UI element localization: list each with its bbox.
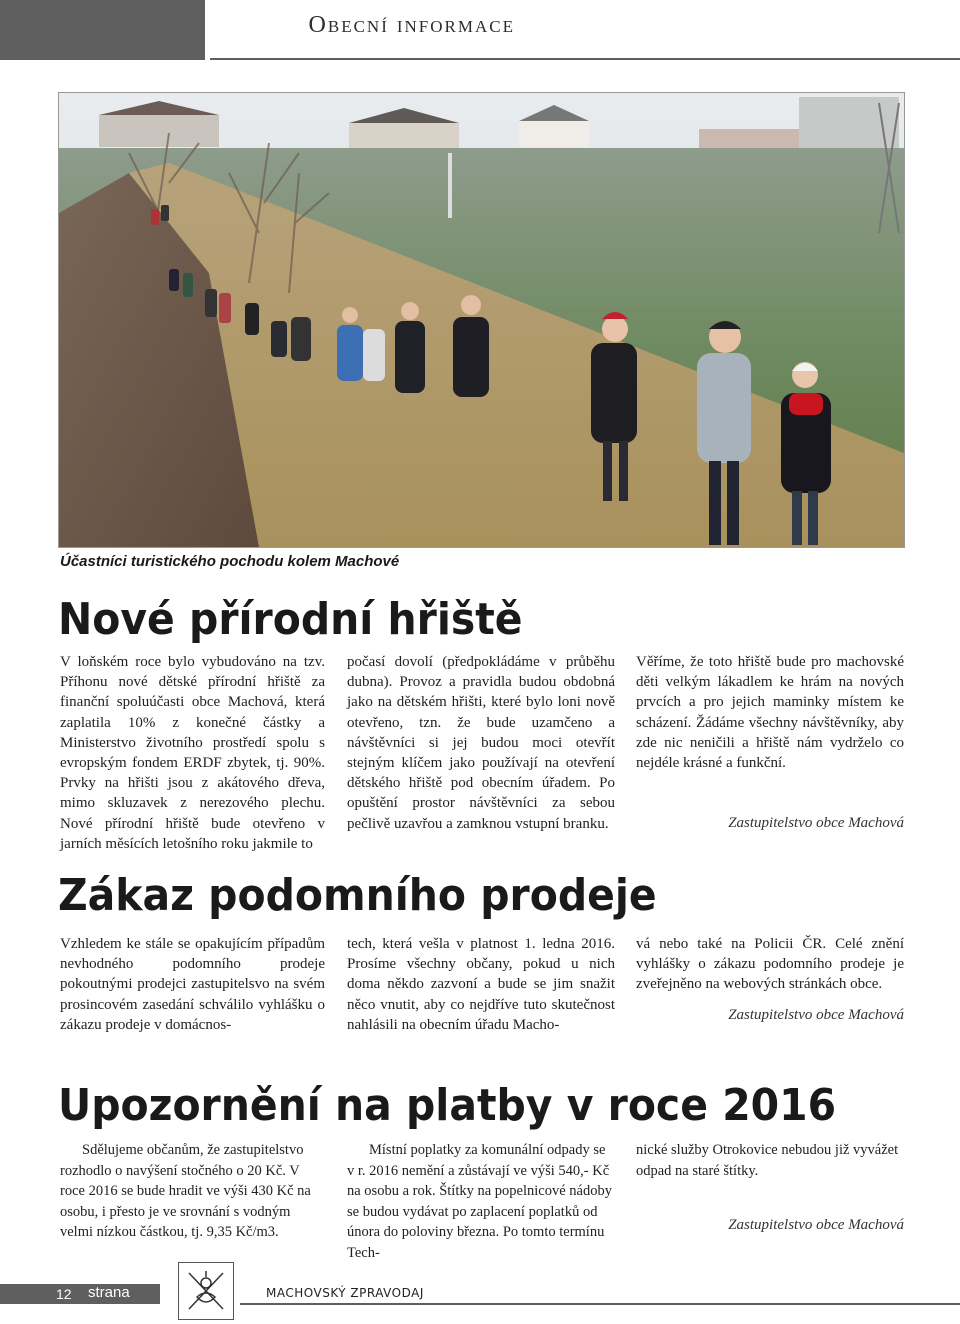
page-word: strana [88, 1284, 130, 1301]
article2-col1: Vzhledem ke stále se opakujícím případům nevhodného podomního prodeje pokoutnými prodejci zastupitelsvo na svém prosincovém zasedání schválilo vyhlášku o zákazu prodeje v domácnos- [60, 936, 325, 1033]
headline-new-playground: Nové přírodní hřiště [58, 594, 523, 645]
article3-signature: Zastupitelstvo obce Machová [728, 1217, 904, 1233]
village-emblem-icon [178, 1262, 234, 1320]
headline-door-to-door-ban: Zákaz podomního prodeje [58, 870, 657, 921]
article2-col3: vá nebo také na Policii ČR. Celé znění vyhlášky o zákazu podomního prodeje je zveřejněno na webových stránkách obce. [636, 936, 904, 993]
article1-col1: V loňském roce bylo vybudováno na tzv. Příhonu nové dětské přírodní hřiště za finanční spoluúčasti obce Machová, která zaplatila 10% z konečné částky a Ministerstvo životního prostředí spolu s evropským fondem ERDF zbytek, tj. 90%. Prvky na hřišti jsou z akátového dřeva, mimo skluzavek z nerezového plechu. Nové přírodní hřiště bude otevřeno v jarních měsících letošního roku jakmile to [60, 654, 325, 852]
article3-col2: Místní poplatky za komunální odpady se v r. 2016 nemění a zůstávají ve výši 540,- Kč na osobu a rok. Štítky na popelnicové nádoby se budou vydávat po zaplacení poplatků od února do poloviny března. Po tomto termínu Tech- [347, 1142, 612, 1261]
article3-col3: nické služby Otrokovice nebudou již vyvážet odpad na staré štítky. [636, 1142, 899, 1179]
page-number: 12 [56, 1286, 72, 1302]
article2-col2: tech, která vešla v platnost 1. ledna 2016. Prosíme všechny občany, pokud u nich doma někdo zazvoní a bude se jim snažit něco vnutit, aby co nejdříve tuto skutečnost nahlásili na obecním úřadu Macho- [347, 936, 615, 1033]
header-bar [0, 0, 205, 60]
article2-signature: Zastupitelstvo obce Machová [728, 1007, 904, 1023]
article1-col2: počasí dovolí (předpokládáme v průběhu dubna). Provoz a pravidla budou obdobná jako na dětském hřišti, které bylo loni nově otevřeno, tzn. že bude uzamčeno a návštěvníci si jej budou moci otevřít stejným klíčem jako používají na otevření dětského hřiště pod obecním úřadem. Po opuštění prostor návštěvníci za sebou pečlivě uzavřou a zamknou vstupní branku. [347, 654, 615, 832]
magazine-name: MACHOVSKÝ ZPRAVODAJ [266, 1286, 424, 1300]
hiking-photo [58, 92, 905, 548]
article1-col3: Věříme, že toto hřiště bude pro machovské děti velkým lákadlem ke hrám na nových prvcích a pro jejich maminky místem ke scházení. Žádáme všechny návštěvníky, aby zde nic neničili a hřiště nám vydrželo co nejdéle krásné a funkční. [636, 654, 904, 772]
headline-payments-2016: Upozornění na platby v roce 2016 [58, 1080, 837, 1131]
footer-bar [0, 1284, 160, 1304]
section-title: Obecní informace [308, 12, 515, 38]
footer-rule [240, 1303, 960, 1305]
photo-caption: Účastníci turistického pochodu kolem Machové [60, 553, 400, 570]
article1-signature: Zastupitelstvo obce Machová [728, 815, 904, 831]
article3-col1: Sdělujeme občanům, že zastupitelstvo rozhodlo o navýšení stočného o 20 Kč. V roce 2016 se bude hradit ve výši 430 Kč na osobu, i přesto je ve srovnání s vodným velmi nízkou částkou, tj. 9,35 Kč/m3. [60, 1142, 311, 1240]
